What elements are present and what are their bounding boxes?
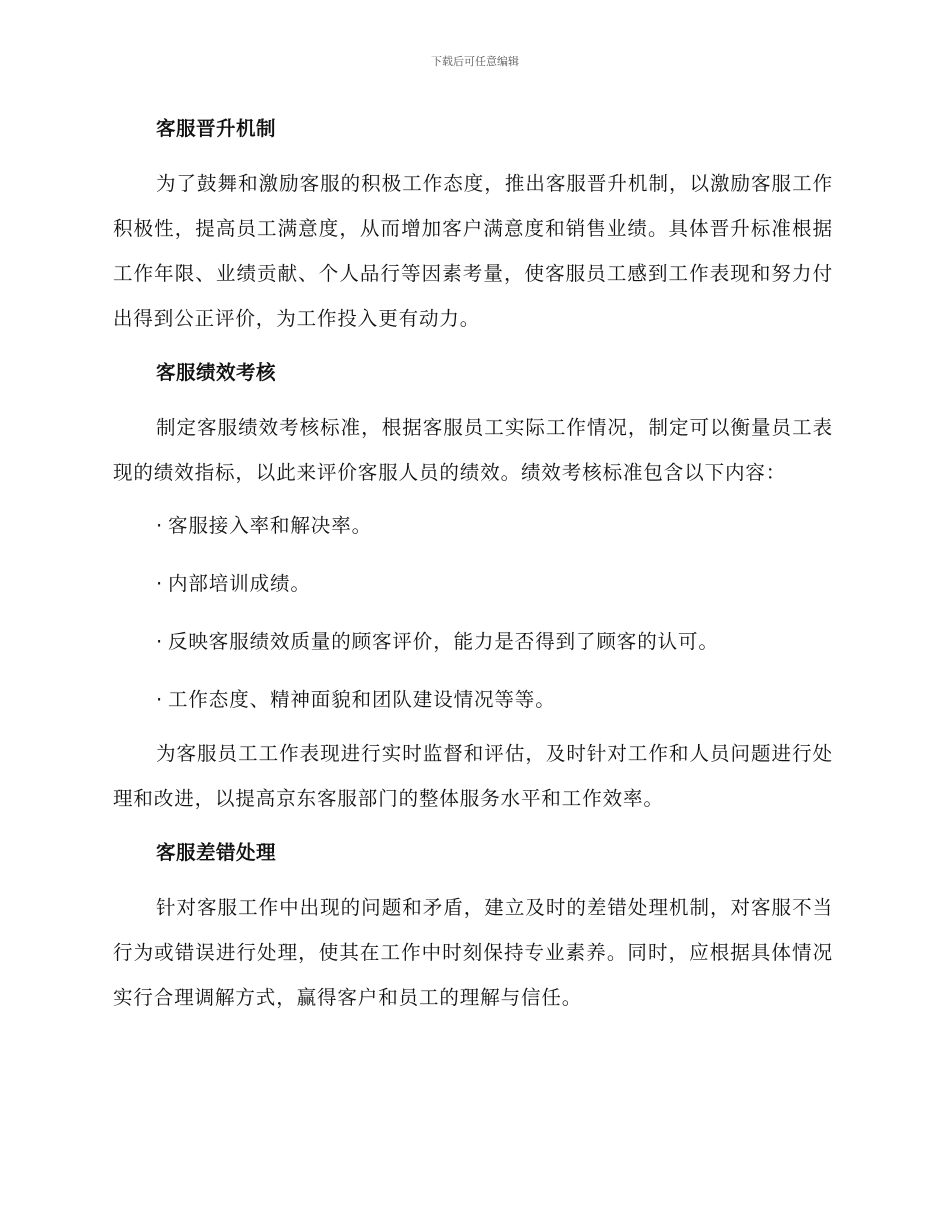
bullet-icon: · xyxy=(156,688,164,711)
list-item xyxy=(113,683,833,717)
paragraph-performance-closing: 为客服员工工作表现进行实时监督和评估，及时针对工作和人员问题进行处理和改进，以提高京东客服部门的整体服务水平和工作效率。 xyxy=(113,742,833,810)
page-header: 下载后可任意编辑 xyxy=(431,55,519,68)
paragraph-performance-intro: 制定客服绩效考核标准，根据客服员工实际工作情况，制定可以衡量员工表现的绩效指标，以此来评价客服人员的绩效。绩效考核标准包含以下内容： xyxy=(113,416,833,484)
bullet-icon: · xyxy=(156,514,164,537)
paragraph-promotion: 为了鼓舞和激励客服的积极工作态度，推出客服晋升机制，以激励客服工作积极性，提高员工满意度，从而增加客户满意度和销售业绩。具体晋升标准根据工作年限、业绩贡献、个人品行等因素考量，使客服员工感到工作表现和努力付出得到公正评价，为工作投入更有动力。 xyxy=(113,172,833,330)
section-heading-performance: 客服绩效考核 xyxy=(156,361,277,384)
document-body xyxy=(113,112,833,1020)
paragraph-errors: 针对客服工作中出现的问题和矛盾，建立及时的差错处理机制，对客服不当行为或错误进行处理，使其在工作中时刻保持专业素养。同时，应根据具体情况实行合理调解方式，赢得客户和员工的理解与信任。 xyxy=(113,896,833,1009)
list-item-text: 工作态度、精神面貌和团队建设情况等等。 xyxy=(168,688,556,711)
list-item xyxy=(113,509,833,543)
performance-criteria-list xyxy=(113,509,833,717)
section-heading-promotion: 客服晋升机制 xyxy=(156,117,277,140)
list-item xyxy=(113,567,833,601)
list-item xyxy=(113,625,833,659)
list-item-text: 反映客服绩效质量的顾客评价，能力是否得到了顾客的认可。 xyxy=(168,630,719,653)
list-item-text: 内部培训成绩。 xyxy=(168,572,311,595)
section-heading-errors: 客服差错处理 xyxy=(156,841,277,864)
bullet-icon: · xyxy=(156,572,164,595)
bullet-icon: · xyxy=(156,630,164,653)
list-item-text: 客服接入率和解决率。 xyxy=(168,514,373,537)
